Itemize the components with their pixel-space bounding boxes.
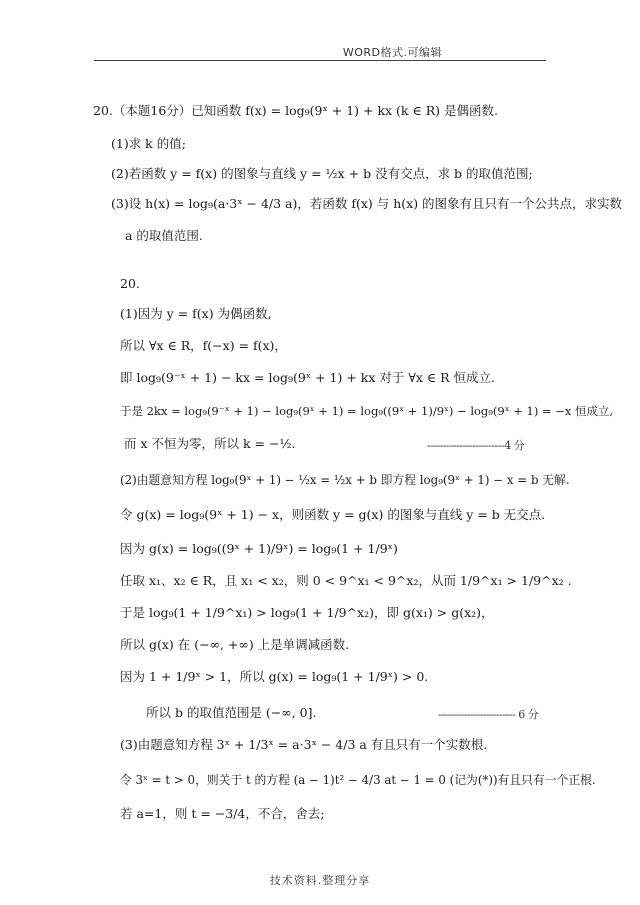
solution-step: 若 a=1，则 t = −3/4，不合，舍去; (120, 806, 325, 821)
solution-step: (1)因为 y = f(x) 为偶函数, (120, 306, 272, 321)
page-header: WORD格式.可编辑 (342, 46, 442, 59)
problem-question-2: (2)若函数 y = f(x) 的图象与直线 y = ½x + b 没有交点，求 b 的取值范围; (111, 166, 533, 181)
solution-step: 所以 g(x) 在 (−∞, +∞) 上是单调减函数. (120, 637, 350, 652)
problem-question-1: (1)求 k 的值; (111, 136, 186, 151)
solution-step: (2)由题意知方程 log₉(9ˣ + 1) − ½x = ½x + b 即方程 log₉(9ˣ + 1) − x = b 无解. (120, 473, 570, 487)
solution-step: 于是 2kx = log₉(9⁻ˣ + 1) − log₉(9ˣ + 1) = log₉((9ˣ + 1)/9ˣ) − log₉(9ˣ + 1) = −x 恒成立, (120, 404, 614, 418)
solution-step: 而 x 不恒为零，所以 k = −½. (124, 436, 296, 451)
score-marker: ------------------------ 6 分 (438, 708, 539, 721)
header-rule (94, 60, 546, 61)
solution-step: 因为 1 + 1/9ˣ > 1，所以 g(x) = log₉(1 + 1/9ˣ) > 0. (120, 669, 429, 684)
solution-step: 任取 x₁、x₂ ∈ R，且 x₁ < x₂，则 0 < 9^x₁ < 9^x₂，从而 1/9^x₁ > 1/9^x₂ . (120, 573, 572, 588)
solution-step: 所以 b 的取值范围是 (−∞, 0]. (146, 705, 317, 720)
problem-question-3-cont: a 的取值范围. (125, 228, 203, 243)
page-footer: 技术资料.整理分享 (269, 874, 371, 887)
solution-step: 于是 log₉(1 + 1/9^x₁) > log₉(1 + 1/9^x₂)，即 g(x₁) > g(x₂)， (120, 605, 494, 620)
solution-step: 即 log₉(9⁻ˣ + 1) − kx = log₉(9ˣ + 1) + kx 对于 ∀x ∈ R 恒成立. (120, 370, 496, 385)
solution-step: 令 3ˣ = t > 0，则关于 t 的方程 (a − 1)t² − 4/3 at − 1 = 0 (记为(*))有且只有一个正根. (120, 773, 596, 787)
solution-number: 20. (120, 276, 140, 291)
solution-step: 因为 g(x) = log₉((9ˣ + 1)/9ˣ) = log₉(1 + 1/9ˣ) (120, 541, 398, 556)
solution-step: 所以 ∀x ∈ R，f(−x) = f(x)， (120, 338, 287, 353)
problem-title: 20.（本题16分）已知函数 f(x) = log₉(9ˣ + 1) + kx (k ∈ R) 是偶函数. (93, 103, 498, 118)
problem-question-3: (3)设 h(x) = log₉(a·3ˣ − 4/3 a)，若函数 f(x) 与 h(x) 的图象有且只有一个公共点，求实数 (111, 196, 623, 211)
score-marker: ------------------------4 分 (427, 439, 525, 452)
solution-step: 令 g(x) = log₉(9ˣ + 1) − x，则函数 y = g(x) 的图象与直线 y = b 无交点. (120, 507, 546, 522)
solution-step: (3)由题意知方程 3ˣ + 1/3ˣ = a·3ˣ − 4/3 a 有且只有一个实数根. (120, 737, 488, 752)
